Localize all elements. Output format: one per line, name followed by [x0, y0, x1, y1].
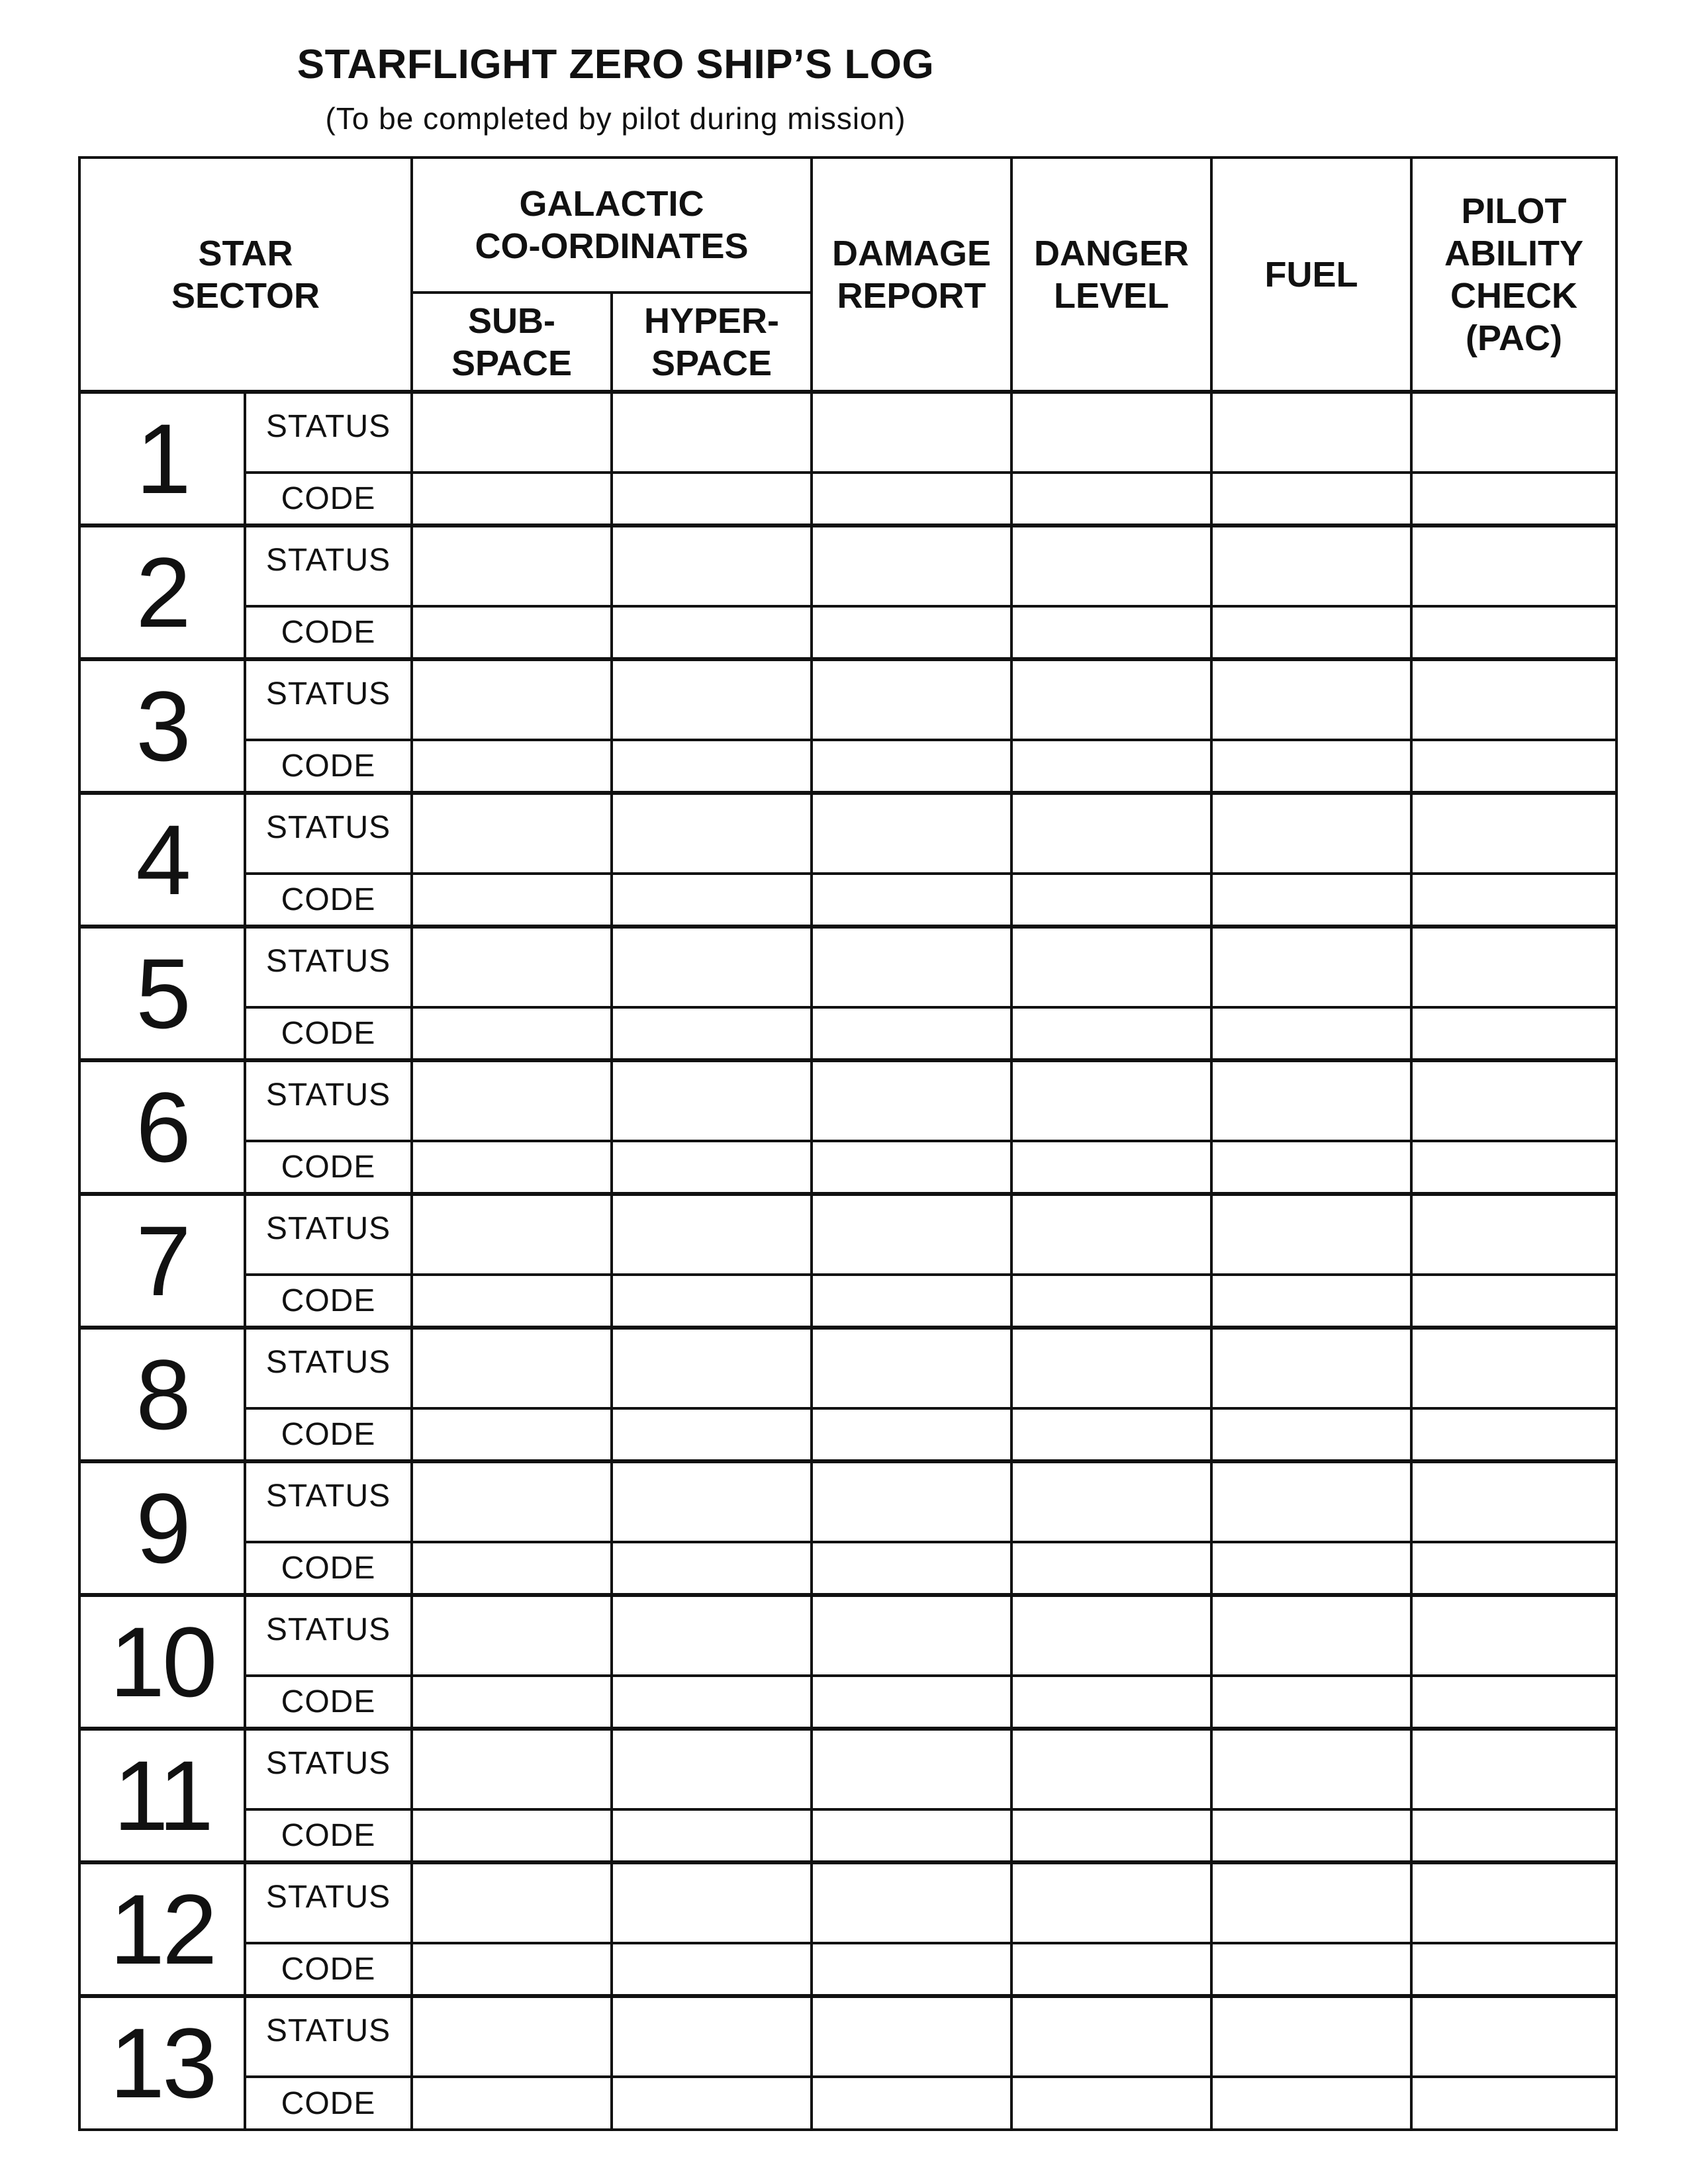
sub-space-code-cell[interactable]: [412, 1141, 612, 1194]
fuel-status-cell[interactable]: [1211, 1862, 1411, 1943]
ships-log-table: [78, 156, 1618, 2131]
hyper-space-status-cell[interactable]: [612, 1595, 812, 1676]
danger-level-code-cell[interactable]: [1011, 1809, 1211, 1862]
sub-space-status-cell[interactable]: [412, 1194, 612, 1275]
damage-report-status-cell[interactable]: [812, 1328, 1011, 1408]
code-label: CODE: [245, 2077, 412, 2130]
sector-code-row: [79, 1141, 1617, 1194]
sub-space-status-cell[interactable]: [412, 793, 612, 874]
hyper-space-status-cell[interactable]: [612, 1328, 812, 1408]
damage-report-code-cell[interactable]: [812, 473, 1011, 525]
pac-code-cell[interactable]: [1411, 2077, 1617, 2130]
status-label: STATUS: [245, 1060, 412, 1141]
pac-header: [1411, 158, 1617, 392]
code-label: CODE: [245, 473, 412, 525]
galactic-header-line-1: GALACTIC: [519, 184, 704, 224]
damage-report-code-cell[interactable]: [812, 874, 1011, 927]
hyper-space-status-cell[interactable]: [612, 927, 812, 1007]
pac-status-cell[interactable]: [1411, 659, 1617, 740]
damage-report-code-cell[interactable]: [812, 606, 1011, 659]
sector-code-row: [79, 473, 1617, 525]
status-label: STATUS: [245, 793, 412, 874]
damage-report-status-cell[interactable]: [812, 1194, 1011, 1275]
hyper-space-code-cell[interactable]: [612, 1943, 812, 1996]
fuel-code-cell[interactable]: [1211, 1141, 1411, 1194]
status-label: STATUS: [245, 659, 412, 740]
pac-status-cell[interactable]: [1411, 392, 1617, 473]
fuel-status-cell[interactable]: [1211, 1194, 1411, 1275]
sector-number: 9: [79, 1461, 245, 1595]
hyper-space-code-cell[interactable]: [612, 1275, 812, 1328]
code-label: CODE: [245, 1542, 412, 1595]
damage-report-status-cell[interactable]: [812, 793, 1011, 874]
sub-space-status-cell[interactable]: [412, 1461, 612, 1542]
sector-status-row: [79, 1729, 1617, 1809]
sector-number: 4: [79, 793, 245, 927]
log-body: [79, 392, 1617, 2130]
danger-level-code-cell[interactable]: [1011, 1408, 1211, 1461]
pac-status-cell[interactable]: [1411, 525, 1617, 606]
pac-header-line-2: ABILITY: [1444, 233, 1584, 273]
damage-report-header: [812, 158, 1011, 392]
fuel-code-cell[interactable]: [1211, 1943, 1411, 1996]
hyper-space-status-cell[interactable]: [612, 392, 812, 473]
sector-number: 3: [79, 659, 245, 793]
pac-status-cell[interactable]: [1411, 1194, 1617, 1275]
damage-report-code-cell[interactable]: [812, 1943, 1011, 1996]
sub-space-status-cell[interactable]: [412, 927, 612, 1007]
fuel-header-line-1: FUEL: [1264, 254, 1358, 295]
hyper-space-header-line-2: SPACE: [651, 343, 773, 383]
sector-status-row: [79, 1862, 1617, 1943]
hyper-space-status-cell[interactable]: [612, 1461, 812, 1542]
damage-report-status-cell[interactable]: [812, 1729, 1011, 1809]
damage-report-code-cell[interactable]: [812, 1141, 1011, 1194]
sector-code-row: [79, 1542, 1617, 1595]
sub-space-status-cell[interactable]: [412, 392, 612, 473]
sub-space-header: [412, 293, 612, 392]
damage-report-code-cell[interactable]: [812, 1542, 1011, 1595]
sector-number: 6: [79, 1060, 245, 1194]
hyper-space-status-cell[interactable]: [612, 1862, 812, 1943]
fuel-header: [1211, 158, 1411, 392]
hyper-space-status-cell[interactable]: [612, 659, 812, 740]
fuel-status-cell[interactable]: [1211, 1595, 1411, 1676]
danger-level-code-cell[interactable]: [1011, 1542, 1211, 1595]
fuel-code-cell[interactable]: [1211, 606, 1411, 659]
status-label: STATUS: [245, 1194, 412, 1275]
danger-level-header: [1011, 158, 1211, 392]
sector-status-row: [79, 1328, 1617, 1408]
pac-status-cell[interactable]: [1411, 1729, 1617, 1809]
code-label: CODE: [245, 1007, 412, 1060]
sector-code-row: [79, 2077, 1617, 2130]
pac-header-line-4: (PAC): [1466, 318, 1562, 358]
hyper-space-status-cell[interactable]: [612, 1996, 812, 2077]
sector-number: 1: [79, 392, 245, 525]
sub-space-status-cell[interactable]: [412, 1060, 612, 1141]
star-sector-header: [79, 158, 412, 392]
fuel-code-cell[interactable]: [1211, 2077, 1411, 2130]
status-label: STATUS: [245, 1996, 412, 2077]
sector-status-row: [79, 1595, 1617, 1676]
pac-code-cell[interactable]: [1411, 1676, 1617, 1729]
hyper-space-status-cell[interactable]: [612, 1060, 812, 1141]
sub-space-code-cell[interactable]: [412, 1408, 612, 1461]
sector-code-row: [79, 1408, 1617, 1461]
sub-space-status-cell[interactable]: [412, 659, 612, 740]
danger-level-status-cell[interactable]: [1011, 525, 1211, 606]
sector-status-row: [79, 1461, 1617, 1542]
sub-space-code-cell[interactable]: [412, 1007, 612, 1060]
pac-code-cell[interactable]: [1411, 740, 1617, 793]
danger-level-code-cell[interactable]: [1011, 606, 1211, 659]
danger-level-status-cell[interactable]: [1011, 1060, 1211, 1141]
pac-code-cell[interactable]: [1411, 874, 1617, 927]
hyper-space-header: [612, 293, 812, 392]
sub-space-status-cell[interactable]: [412, 525, 612, 606]
hyper-space-code-cell[interactable]: [612, 473, 812, 525]
sub-space-status-cell[interactable]: [412, 1328, 612, 1408]
hyper-space-status-cell[interactable]: [612, 793, 812, 874]
danger-level-code-cell[interactable]: [1011, 1943, 1211, 1996]
status-label: STATUS: [245, 525, 412, 606]
fuel-status-cell[interactable]: [1211, 659, 1411, 740]
star-sector-header-line-1: STAR: [198, 233, 293, 273]
danger-level-code-cell[interactable]: [1011, 1007, 1211, 1060]
damage-report-status-cell[interactable]: [812, 1060, 1011, 1141]
pac-header-line-1: PILOT: [1461, 191, 1567, 231]
damage-report-status-cell[interactable]: [812, 1595, 1011, 1676]
sector-code-row: [79, 740, 1617, 793]
sector-status-row: [79, 1060, 1617, 1141]
sub-space-code-cell[interactable]: [412, 874, 612, 927]
hyper-space-code-cell[interactable]: [612, 874, 812, 927]
danger-level-code-cell[interactable]: [1011, 2077, 1211, 2130]
status-label: STATUS: [245, 1328, 412, 1408]
hyper-space-code-cell[interactable]: [612, 1542, 812, 1595]
pac-header-line-3: CHECK: [1450, 275, 1578, 316]
danger-level-status-cell[interactable]: [1011, 1862, 1211, 1943]
hyper-space-header-line-1: HYPER-: [644, 300, 780, 341]
damage-report-status-cell[interactable]: [812, 927, 1011, 1007]
sector-number: 12: [79, 1862, 245, 1996]
danger-level-status-cell[interactable]: [1011, 1996, 1211, 2077]
sector-code-row: [79, 1809, 1617, 1862]
code-label: CODE: [245, 1408, 412, 1461]
sub-space-code-cell[interactable]: [412, 473, 612, 525]
pac-code-cell[interactable]: [1411, 1141, 1617, 1194]
danger-level-code-cell[interactable]: [1011, 1275, 1211, 1328]
sub-space-code-cell[interactable]: [412, 1676, 612, 1729]
code-label: CODE: [245, 1275, 412, 1328]
damage-report-code-cell[interactable]: [812, 1275, 1011, 1328]
hyper-space-code-cell[interactable]: [612, 1141, 812, 1194]
fuel-code-cell[interactable]: [1211, 1809, 1411, 1862]
danger-level-status-cell[interactable]: [1011, 1328, 1211, 1408]
galactic-header-line-2: CO-ORDINATES: [475, 226, 749, 266]
sector-code-row: [79, 1275, 1617, 1328]
damage-report-code-cell[interactable]: [812, 1676, 1011, 1729]
status-label: STATUS: [245, 1862, 412, 1943]
damage-report-code-cell[interactable]: [812, 740, 1011, 793]
page-title: STARFLIGHT ZERO SHIP’S LOG: [297, 42, 935, 87]
damage-report-status-cell[interactable]: [812, 1461, 1011, 1542]
sub-space-code-cell[interactable]: [412, 2077, 612, 2130]
sub-space-code-cell[interactable]: [412, 740, 612, 793]
hyper-space-status-cell[interactable]: [612, 1729, 812, 1809]
fuel-status-cell[interactable]: [1211, 1729, 1411, 1809]
danger-header-line-1: DANGER: [1034, 233, 1190, 273]
pac-code-cell[interactable]: [1411, 1542, 1617, 1595]
sub-space-code-cell[interactable]: [412, 606, 612, 659]
pac-status-cell[interactable]: [1411, 1996, 1617, 2077]
page-subtitle: (To be completed by pilot during mission): [325, 101, 906, 136]
danger-level-status-cell[interactable]: [1011, 927, 1211, 1007]
sector-status-row: [79, 1194, 1617, 1275]
pac-status-cell[interactable]: [1411, 793, 1617, 874]
fuel-code-cell[interactable]: [1211, 740, 1411, 793]
damage-report-status-cell[interactable]: [812, 1996, 1011, 2077]
danger-level-status-cell[interactable]: [1011, 793, 1211, 874]
pac-code-cell[interactable]: [1411, 1408, 1617, 1461]
galactic-coordinates-header: [412, 158, 812, 293]
fuel-status-cell[interactable]: [1211, 1461, 1411, 1542]
status-label: STATUS: [245, 1461, 412, 1542]
status-label: STATUS: [245, 1595, 412, 1676]
code-label: CODE: [245, 740, 412, 793]
sub-space-code-cell[interactable]: [412, 1275, 612, 1328]
sector-status-row: [79, 659, 1617, 740]
code-label: CODE: [245, 1809, 412, 1862]
hyper-space-status-cell[interactable]: [612, 1194, 812, 1275]
sector-code-row: [79, 874, 1617, 927]
damage-report-code-cell[interactable]: [812, 2077, 1011, 2130]
danger-level-status-cell[interactable]: [1011, 1194, 1211, 1275]
code-label: CODE: [245, 606, 412, 659]
damage-report-code-cell[interactable]: [812, 1809, 1011, 1862]
damage-report-status-cell[interactable]: [812, 1862, 1011, 1943]
pac-code-cell[interactable]: [1411, 1943, 1617, 1996]
sub-space-header-line-2: SPACE: [451, 343, 573, 383]
hyper-space-code-cell[interactable]: [612, 1007, 812, 1060]
damage-report-status-cell[interactable]: [812, 659, 1011, 740]
pac-status-cell[interactable]: [1411, 1060, 1617, 1141]
sub-space-status-cell[interactable]: [412, 1729, 612, 1809]
sector-number: 13: [79, 1996, 245, 2130]
sector-number: 11: [79, 1729, 245, 1862]
fuel-status-cell[interactable]: [1211, 1328, 1411, 1408]
danger-level-code-cell[interactable]: [1011, 1676, 1211, 1729]
sector-status-row: [79, 1996, 1617, 2077]
sector-status-row: [79, 392, 1617, 473]
fuel-code-cell[interactable]: [1211, 1275, 1411, 1328]
fuel-status-cell[interactable]: [1211, 392, 1411, 473]
danger-level-code-cell[interactable]: [1011, 874, 1211, 927]
damage-report-status-cell[interactable]: [812, 525, 1011, 606]
danger-level-code-cell[interactable]: [1011, 473, 1211, 525]
hyper-space-code-cell[interactable]: [612, 606, 812, 659]
pac-code-cell[interactable]: [1411, 473, 1617, 525]
pac-status-cell[interactable]: [1411, 1461, 1617, 1542]
sector-number: 10: [79, 1595, 245, 1729]
code-label: CODE: [245, 1676, 412, 1729]
sub-space-status-cell[interactable]: [412, 1595, 612, 1676]
fuel-status-cell[interactable]: [1211, 927, 1411, 1007]
sector-number: 2: [79, 525, 245, 659]
danger-level-status-cell[interactable]: [1011, 659, 1211, 740]
danger-header-line-2: LEVEL: [1054, 275, 1170, 316]
pac-status-cell[interactable]: [1411, 1595, 1617, 1676]
sub-space-code-cell[interactable]: [412, 1809, 612, 1862]
damage-header-line-2: REPORT: [837, 275, 986, 316]
fuel-status-cell[interactable]: [1211, 793, 1411, 874]
fuel-status-cell[interactable]: [1211, 525, 1411, 606]
hyper-space-code-cell[interactable]: [612, 1408, 812, 1461]
code-label: CODE: [245, 1943, 412, 1996]
fuel-code-cell[interactable]: [1211, 1676, 1411, 1729]
code-label: CODE: [245, 874, 412, 927]
star-sector-header-line-2: SECTOR: [171, 275, 320, 316]
fuel-code-cell[interactable]: [1211, 1542, 1411, 1595]
hyper-space-code-cell[interactable]: [612, 1676, 812, 1729]
sub-space-code-cell[interactable]: [412, 1943, 612, 1996]
danger-level-status-cell[interactable]: [1011, 1729, 1211, 1809]
damage-report-status-cell[interactable]: [812, 392, 1011, 473]
danger-level-status-cell[interactable]: [1011, 1595, 1211, 1676]
danger-level-code-cell[interactable]: [1011, 1141, 1211, 1194]
hyper-space-code-cell[interactable]: [612, 1809, 812, 1862]
fuel-code-cell[interactable]: [1211, 1408, 1411, 1461]
code-label: CODE: [245, 1141, 412, 1194]
sector-code-row: [79, 1676, 1617, 1729]
hyper-space-status-cell[interactable]: [612, 525, 812, 606]
pac-status-cell[interactable]: [1411, 1862, 1617, 1943]
fuel-code-cell[interactable]: [1211, 874, 1411, 927]
fuel-status-cell[interactable]: [1211, 1060, 1411, 1141]
status-label: STATUS: [245, 1729, 412, 1809]
sub-space-status-cell[interactable]: [412, 1862, 612, 1943]
fuel-code-cell[interactable]: [1211, 1007, 1411, 1060]
hyper-space-code-cell[interactable]: [612, 2077, 812, 2130]
sector-number: 5: [79, 927, 245, 1060]
sub-space-status-cell[interactable]: [412, 1996, 612, 2077]
hyper-space-code-cell[interactable]: [612, 740, 812, 793]
sub-space-code-cell[interactable]: [412, 1542, 612, 1595]
sector-status-row: [79, 793, 1617, 874]
danger-level-status-cell[interactable]: [1011, 1461, 1211, 1542]
sector-code-row: [79, 1007, 1617, 1060]
sector-status-row: [79, 927, 1617, 1007]
sector-number: 8: [79, 1328, 245, 1461]
sub-space-header-line-1: SUB-: [468, 300, 556, 341]
damage-report-code-cell[interactable]: [812, 1007, 1011, 1060]
pac-status-cell[interactable]: [1411, 1328, 1617, 1408]
damage-header-line-1: DAMAGE: [832, 233, 992, 273]
danger-level-status-cell[interactable]: [1011, 392, 1211, 473]
pac-status-cell[interactable]: [1411, 927, 1617, 1007]
pac-code-cell[interactable]: [1411, 1275, 1617, 1328]
danger-level-code-cell[interactable]: [1011, 740, 1211, 793]
fuel-status-cell[interactable]: [1211, 1996, 1411, 2077]
pac-code-cell[interactable]: [1411, 606, 1617, 659]
sector-code-row: [79, 1943, 1617, 1996]
sector-code-row: [79, 606, 1617, 659]
damage-report-code-cell[interactable]: [812, 1408, 1011, 1461]
status-label: STATUS: [245, 927, 412, 1007]
fuel-code-cell[interactable]: [1211, 473, 1411, 525]
sector-status-row: [79, 525, 1617, 606]
pac-code-cell[interactable]: [1411, 1007, 1617, 1060]
status-label: STATUS: [245, 392, 412, 473]
pac-code-cell[interactable]: [1411, 1809, 1617, 1862]
sector-number: 7: [79, 1194, 245, 1328]
